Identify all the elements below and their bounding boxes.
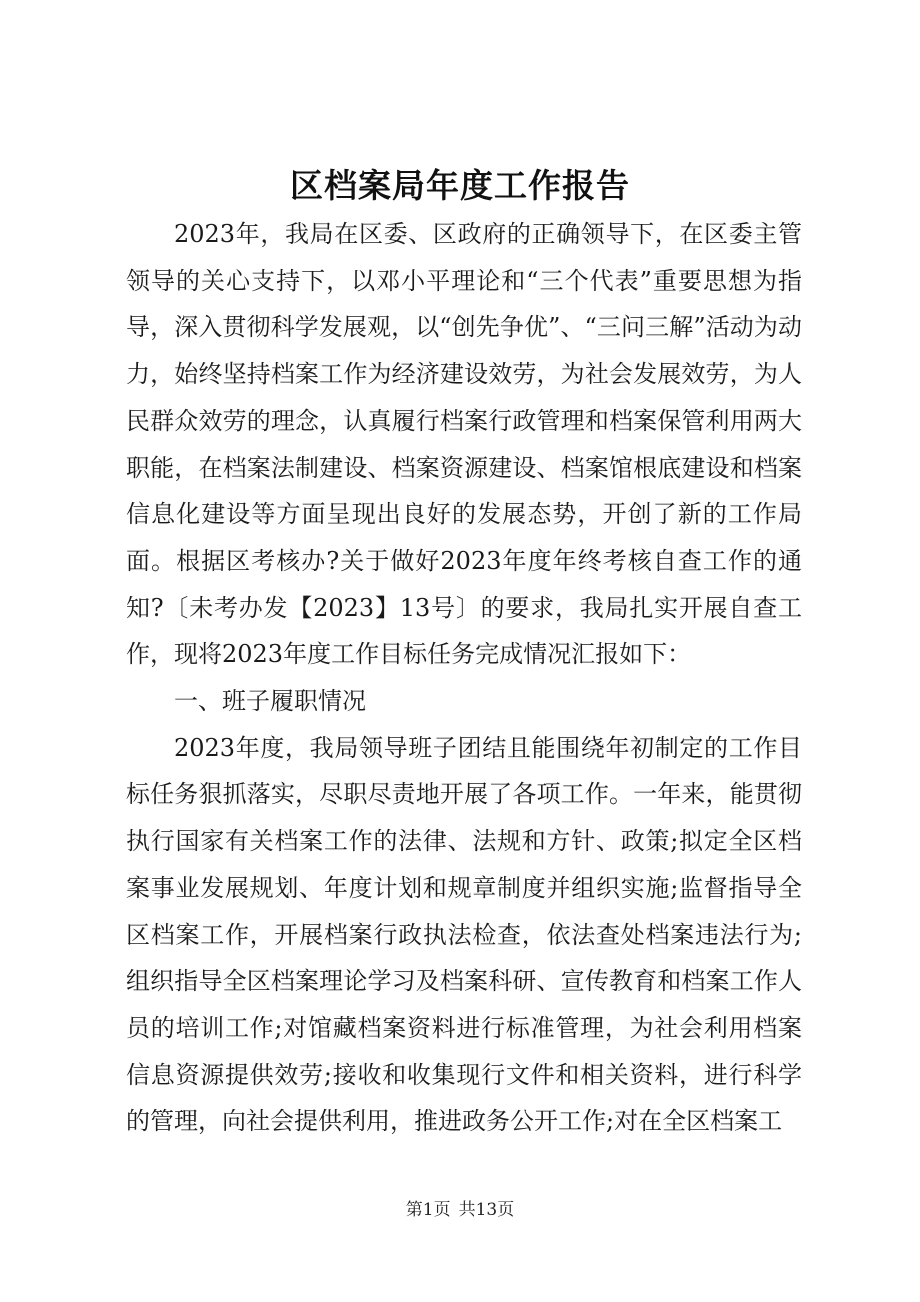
section-heading-1: 一、班子履职情况 xyxy=(174,687,366,716)
page-footer xyxy=(0,1198,920,1222)
paragraph-intro: 2023年，我局在区委、区政府的正确领导下，在区委主管领导的关心支持下，以邓小平理论和“三个代表”重要思想为指导，深入贯彻科学发展观，以“创先争优”、“三问三解”活动为动力，始终坚持档案工作为经济建设效劳，为社会发展效劳，为人民群众效劳的理念，认真履行档案行政管理和档案保管利用两大职能，在档案法制建设、档案资源建设、档案馆根底建设和档案信息化建设等方面呈现出良好的发展态势，开创了新的工作局面。根据区考核办?关于做好2023年度年终考核自查工作的通知?〔未考办发【2023】13号〕的要求，我局扎实开展自查工作，现将2023年度工作目标任务完成情况汇报如下： xyxy=(126,220,802,669)
page-number: 第1页 xyxy=(405,1200,451,1220)
document-body xyxy=(126,211,802,1145)
document-title: 区档案局年度工作报告 xyxy=(290,166,630,205)
page-total: 共13页 xyxy=(458,1200,515,1220)
paragraph-section-1: 2023年度，我局领导班子团结且能围绕年初制定的工作目标任务狠抓落实，尽职尽责地开展了各项工作。一年来，能贯彻执行国家有关档案工作的法律、法规和方针、政策;拟定全区档案事业发展规划、年度计划和规章制度并组织实施;监督指导全区档案工作，开展档案行政执法检查，依法查处档案违法行为;组织指导全区档案理论学习及档案科研、宣传教育和档案工作人员的培训工作;对馆藏档案资料进行标准管理，为社会利用档案信息资源提供效劳;接收和收集现行文件和相关资料，进行科学的管理，向社会提供利用，推进政务公开工作;对在全区档案工 xyxy=(126,733,802,1136)
